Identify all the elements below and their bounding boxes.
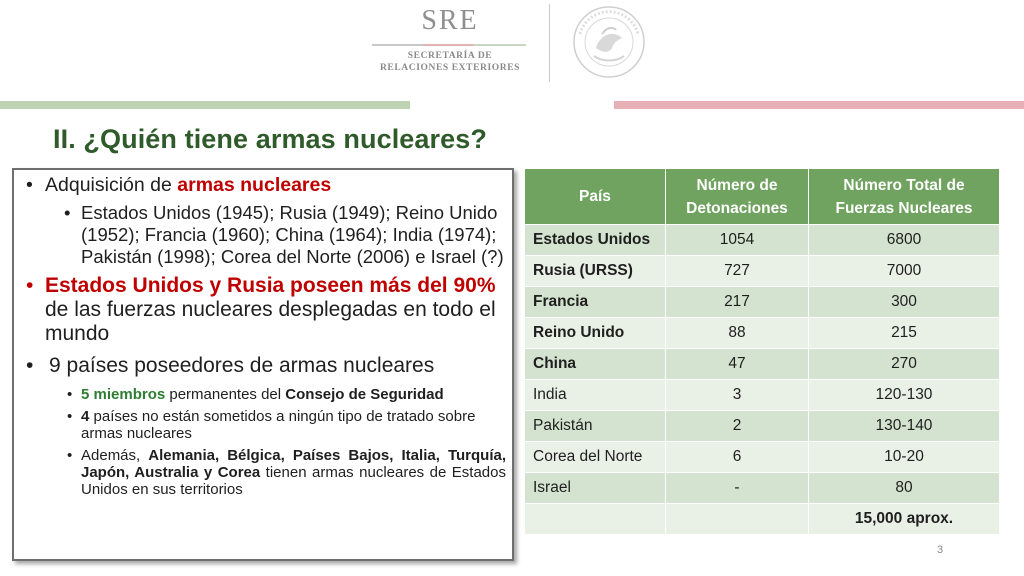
cell-total: 6800 xyxy=(809,225,999,255)
slide-title: II. ¿Quién tiene armas nucleares? xyxy=(53,124,487,154)
cell-country xyxy=(525,504,665,534)
sre-logo xyxy=(370,6,530,76)
cell-detonations: 217 xyxy=(666,287,808,317)
cell-total: 215 xyxy=(809,318,999,348)
page-number: 3 xyxy=(937,544,944,556)
header-total-forces: Número Total de Fuerzas Nucleares xyxy=(809,169,999,224)
cell-country: Reino Unido xyxy=(525,318,665,348)
cell-total: 130-140 xyxy=(809,411,999,441)
bullet-text: 9 países poseedores de armas nucleares xyxy=(49,354,435,377)
cell-detonations: 2 xyxy=(666,411,808,441)
bullet-text: de las fuerzas nucleares desplegadas en todo el mundo xyxy=(45,298,496,345)
bullet-text: tienen armas nucleares de Estados Unidos en sus territorios xyxy=(81,464,506,498)
cell-detonations: 727 xyxy=(666,256,808,286)
table-row xyxy=(525,411,999,441)
bullet-bold: Consejo de Seguridad xyxy=(285,386,444,403)
cell-total: 300 xyxy=(809,287,999,317)
cell-detonations: 1054 xyxy=(666,225,808,255)
cell-detonations: 47 xyxy=(666,349,808,379)
table-row xyxy=(525,442,999,472)
bullet-text-box xyxy=(12,168,514,561)
cell-total-sum: 15,000 aprox. xyxy=(809,504,999,534)
table-row xyxy=(525,256,999,286)
table-total-row xyxy=(525,504,999,534)
table-row xyxy=(525,473,999,503)
cell-country: Corea del Norte xyxy=(525,442,665,472)
bullet-nine-countries xyxy=(22,354,506,378)
cell-detonations: 6 xyxy=(666,442,808,472)
table-header-row xyxy=(525,169,999,224)
cell-total: 120-130 xyxy=(809,380,999,410)
logo-subtitle xyxy=(370,50,530,74)
cell-detonations xyxy=(666,504,808,534)
cell-total: 80 xyxy=(809,473,999,503)
header-bar-red xyxy=(614,101,1024,109)
table-row xyxy=(525,318,999,348)
cell-country: Pakistán xyxy=(525,411,665,441)
table-row xyxy=(525,349,999,379)
cell-total: 7000 xyxy=(809,256,999,286)
cell-country: Francia xyxy=(525,287,665,317)
cell-country: Israel xyxy=(525,473,665,503)
bullet-dot-icon: • xyxy=(64,202,71,223)
bullet-text: Estados Unidos (1945); Rusia (1949); Reino Unido (1952); Francia (1960); China (1964); India (1974); Pakistán (1998); Corea del Norte (2006) e Israel (?) xyxy=(81,202,504,267)
logo-rule xyxy=(372,44,526,46)
bullet-highlight: Estados Unidos y Rusia poseen más del 90% xyxy=(45,274,496,297)
table-row xyxy=(525,380,999,410)
bullet-us-weapons-abroad xyxy=(22,447,506,498)
bullet-usa-russia xyxy=(22,274,506,346)
bullet-highlight: armas nucleares xyxy=(177,174,332,196)
bullet-dot-icon: • xyxy=(26,274,34,297)
bullet-acquisition xyxy=(22,174,506,196)
bullet-bold: 4 xyxy=(81,408,90,425)
bullet-dot-icon: • xyxy=(67,408,73,425)
header-detonations: Número de Detonaciones xyxy=(666,169,808,224)
cell-detonations: 3 xyxy=(666,380,808,410)
cell-detonations: 88 xyxy=(666,318,808,348)
cell-total: 270 xyxy=(809,349,999,379)
logo-subtitle-line2: RELACIONES EXTERIORES xyxy=(379,63,521,73)
header-country: País xyxy=(525,169,665,224)
cell-detonations: - xyxy=(666,473,808,503)
bullet-bold: Alemania, Bélgica, Países Bajos, Italia, Turquía, Japón, Australia y Corea xyxy=(81,447,506,481)
bullet-text: países no están sometidos a ningún tipo de tratado sobre armas nucleares xyxy=(81,408,476,442)
logo-divider xyxy=(549,4,550,82)
mexico-seal-icon xyxy=(566,4,652,80)
bullet-dot-icon: • xyxy=(67,386,73,403)
bullet-no-treaty xyxy=(22,408,506,442)
bullet-security-council xyxy=(22,386,506,403)
bullet-acquisition-dates xyxy=(22,202,506,268)
bullet-highlight: 5 miembros xyxy=(81,386,166,403)
cell-country: China xyxy=(525,349,665,379)
bullet-text: Adquisición de xyxy=(45,174,178,196)
cell-country: India xyxy=(525,380,665,410)
table-row xyxy=(525,287,999,317)
bullet-dot-icon: • xyxy=(67,447,73,464)
logo-subtitle-line1: SECRETARÍA DE xyxy=(407,51,493,61)
nuclear-table xyxy=(524,168,1000,535)
cell-total: 10-20 xyxy=(809,442,999,472)
header-bar-green xyxy=(0,101,410,109)
bullet-text: Además, xyxy=(81,447,149,464)
bullet-dot-icon: • xyxy=(26,174,33,196)
bullet-text: permanentes del xyxy=(165,386,286,403)
bullet-dot-icon: • xyxy=(26,354,34,377)
cell-country: Estados Unidos xyxy=(525,225,665,255)
logo-title: SRE xyxy=(421,5,479,36)
table-row xyxy=(525,225,999,255)
cell-country: Rusia (URSS) xyxy=(525,256,665,286)
